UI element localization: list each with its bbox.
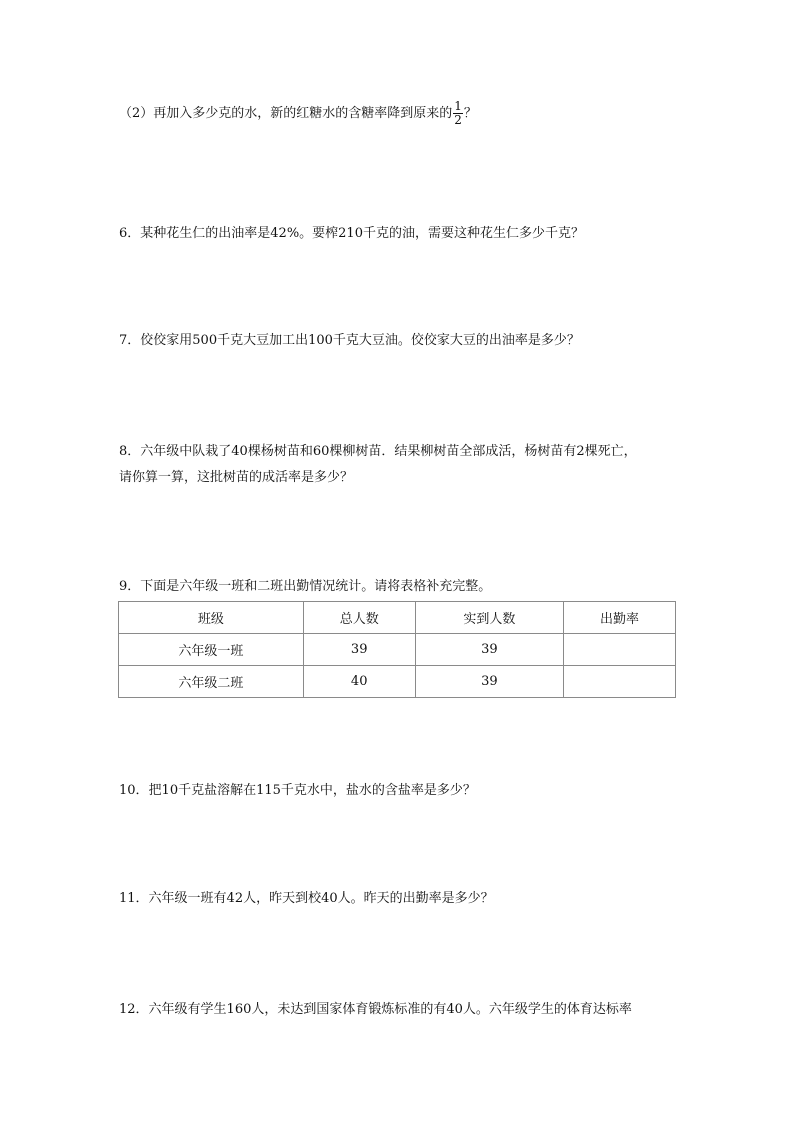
cell-rate[interactable] (564, 634, 676, 666)
question-7: 7．佼佼家用500千克大豆加工出100千克大豆油。佼佼家大豆的出油率是多少？ (119, 333, 580, 348)
question-10: 10．把10千克盐溶解在115千克水中，盐水的含盐率是多少？ (119, 783, 476, 798)
question-suffix: ？ (463, 106, 477, 121)
cell-present: 39 (415, 666, 563, 698)
cell-class: 六年级二班 (119, 666, 304, 698)
table-row (119, 634, 676, 666)
header-total: 总人数 (303, 602, 415, 634)
fraction-numerator: 1 (454, 99, 462, 113)
cell-present: 39 (415, 634, 563, 666)
question-8-line-1: 8．六年级中队栽了40棵杨树苗和60棵柳树苗．结果柳树苗全部成活，杨树苗有2棵死亡， (119, 444, 637, 459)
cell-total: 40 (303, 666, 415, 698)
cell-rate[interactable] (564, 666, 676, 698)
question-8-line-2: 请你算一算，这批树苗的成活率是多少？ (119, 470, 354, 485)
fraction (453, 100, 463, 127)
attendance-table (118, 601, 676, 698)
question-text: （2）再加入多少克的水，新的红糖水的含糖率降到原来的 (119, 106, 453, 121)
question-6: 6．某种花生仁的出油率是42%。要榨210千克的油，需要这种花生仁多少千克？ (119, 226, 584, 241)
cell-total: 39 (303, 634, 415, 666)
table-header-row (119, 602, 676, 634)
header-present: 实到人数 (415, 602, 563, 634)
header-class: 班级 (119, 602, 304, 634)
question-12: 12．六年级有学生160人，未达到国家体育锻炼标准的有40人。六年级学生的体育达标率 (119, 1002, 632, 1017)
header-rate: 出勤率 (564, 602, 676, 634)
table-row (119, 666, 676, 698)
cell-class: 六年级一班 (119, 634, 304, 666)
question-11: 11．六年级一班有42人，昨天到校40人。昨天的出勤率是多少？ (119, 891, 494, 906)
question-9: 9．下面是六年级一班和二班出勤情况统计。请将表格补充完整。 (119, 579, 492, 594)
question-5-part-2 (119, 100, 477, 127)
fraction-denominator: 2 (454, 113, 462, 127)
